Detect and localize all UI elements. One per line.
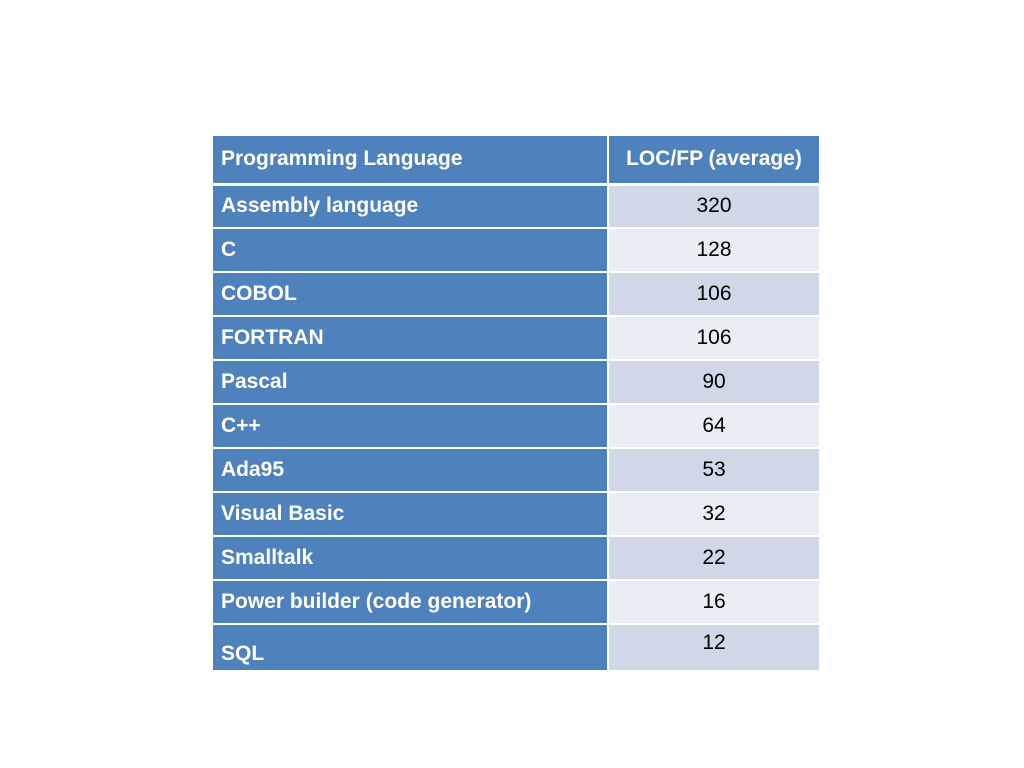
- table-row: [213, 272, 819, 316]
- language-cell: Pascal: [213, 360, 608, 404]
- table-row: [213, 536, 819, 580]
- language-cell: SQL: [213, 624, 608, 670]
- language-cell: C: [213, 228, 608, 272]
- header-programming-language: Programming Language: [213, 136, 608, 184]
- language-cell: Visual Basic: [213, 492, 608, 536]
- loc-fp-cell: 12: [608, 624, 819, 670]
- table-row: [213, 184, 819, 228]
- loc-fp-cell: 53: [608, 448, 819, 492]
- loc-fp-cell: 106: [608, 272, 819, 316]
- table-row: [213, 316, 819, 360]
- language-cell: C++: [213, 404, 608, 448]
- table-row: [213, 580, 819, 624]
- language-cell: FORTRAN: [213, 316, 608, 360]
- table-row: [213, 228, 819, 272]
- table-row: [213, 360, 819, 404]
- language-cell: COBOL: [213, 272, 608, 316]
- loc-fp-cell: 64: [608, 404, 819, 448]
- loc-fp-cell: 16: [608, 580, 819, 624]
- header-loc-fp-average: LOC/FP (average): [608, 136, 819, 184]
- loc-fp-cell: 32: [608, 492, 819, 536]
- language-cell: Smalltalk: [213, 536, 608, 580]
- language-cell: Ada95: [213, 448, 608, 492]
- table-row: [213, 492, 819, 536]
- table-row: [213, 404, 819, 448]
- table-row: [213, 448, 819, 492]
- loc-per-fp-table: [213, 136, 819, 670]
- loc-fp-cell: 320: [608, 184, 819, 228]
- table-row: [213, 624, 819, 670]
- loc-fp-cell: 106: [608, 316, 819, 360]
- table-header-row: [213, 136, 819, 184]
- language-cell: Assembly language: [213, 184, 608, 228]
- loc-fp-cell: 22: [608, 536, 819, 580]
- language-cell: Power builder (code generator): [213, 580, 608, 624]
- loc-fp-cell: 90: [608, 360, 819, 404]
- loc-fp-cell: 128: [608, 228, 819, 272]
